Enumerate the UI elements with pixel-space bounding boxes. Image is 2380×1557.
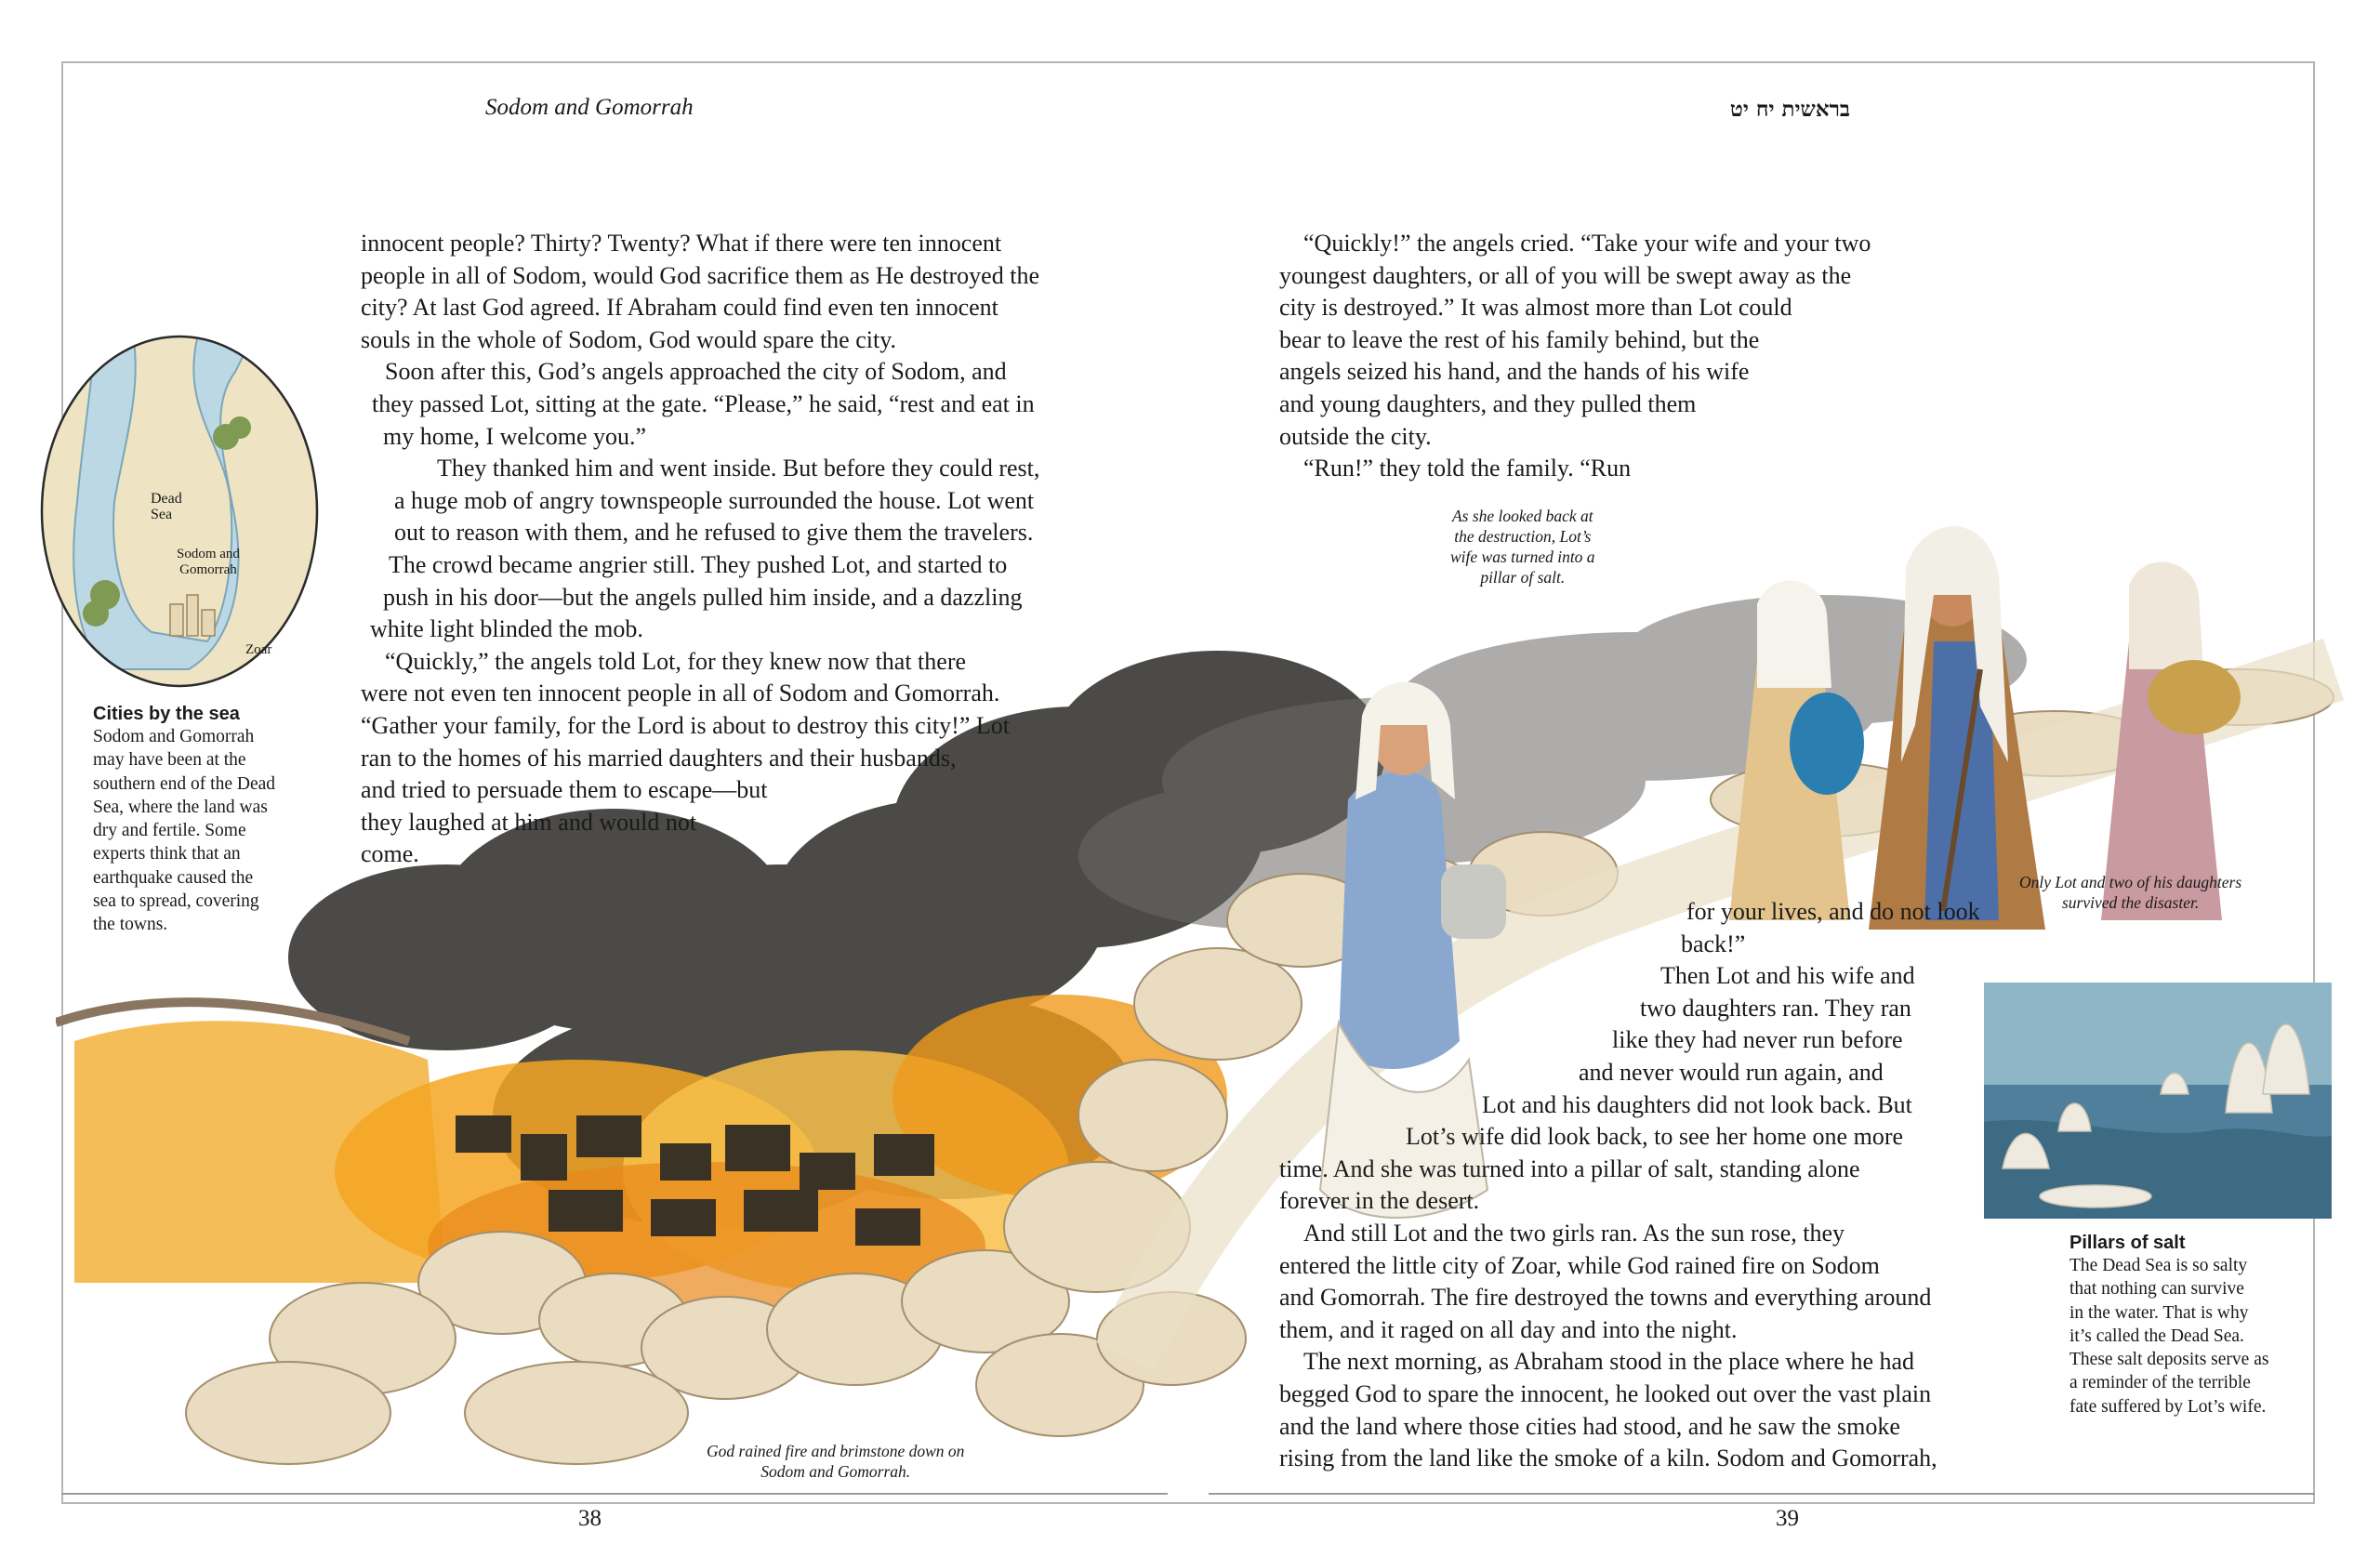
body-line: entered the little city of Zoar, while God rained fire on Sodom xyxy=(1279,1251,1880,1279)
body-line: The crowd became angrier still. They pushed Lot, and started to xyxy=(389,550,1008,578)
body-line: like they had never run before xyxy=(1612,1026,1903,1054)
caption-lots-wife: As she looked back at the destruction, Lot’s wife was turned into a pillar of salt. xyxy=(1450,507,1595,587)
body-line: back!” xyxy=(1681,930,1746,957)
body-line: white light blinded the mob. xyxy=(370,615,643,643)
caption-survivors: Only Lot and two of his daughters survived the disaster. xyxy=(2019,873,2242,912)
body-line: come. xyxy=(361,840,419,868)
body-line: a huge mob of angry townspeople surrounded the house. Lot went xyxy=(394,486,1035,514)
body-line: city is destroyed.” It was almost more than Lot could xyxy=(1279,294,1792,322)
footer-rule-left xyxy=(61,1493,1168,1495)
sidebar-salt xyxy=(2069,1233,2268,1418)
hebrew-reference: בראשית יח יט xyxy=(1729,97,1850,122)
body-line: souls in the whole of Sodom, God would spare the city. xyxy=(361,325,897,353)
body-line: city? At last God agreed. If Abraham could find even ten innocent xyxy=(361,294,998,322)
body-line: “Quickly!” the angels cried. “Take your wife and your two xyxy=(1303,230,1871,257)
footer-rule-right xyxy=(1209,1493,2315,1495)
body-line: forever in the desert. xyxy=(1279,1187,1480,1215)
body-line: And still Lot and the two girls ran. As the sun rose, they xyxy=(1303,1219,1845,1247)
body-line: and young daughters, and they pulled them xyxy=(1279,389,1697,417)
running-title: Sodom and Gomorrah xyxy=(485,95,694,120)
left-body-column xyxy=(361,228,1039,871)
body-line: were not even ten innocent people in all of Sodom and Gomorrah. xyxy=(361,680,1000,707)
body-line: and the land where those cities had stood, and he saw the smoke xyxy=(1279,1412,1900,1440)
page-number-right: 39 xyxy=(1776,1506,1799,1531)
body-line: They thanked him and went inside. But before they could rest, xyxy=(437,455,1040,482)
body-line: they passed Lot, sitting at the gate. “Please,” he said, “rest and eat in xyxy=(372,389,1035,417)
body-line: out to reason with them, and he refused to give them the travelers. xyxy=(394,519,1034,547)
right-body-column-bottom xyxy=(1279,896,1980,1475)
body-line: people in all of Sodom, would God sacrifice them as He destroyed the xyxy=(361,261,1039,289)
body-line: outside the city. xyxy=(1279,422,1432,450)
body-line: my home, I welcome you.” xyxy=(383,422,647,450)
daughter-right-figure xyxy=(2101,562,2241,920)
body-line: them, and it raged on all day and into the night. xyxy=(1279,1315,1738,1343)
body-line: youngest daughters, or all of you will be swept away as the xyxy=(1279,261,1852,289)
body-line: rising from the land like the smoke of a kiln. Sodom and Gomorrah, xyxy=(1279,1445,1937,1472)
body-line: push in his door—but the angels pulled him inside, and a dazzling xyxy=(383,583,1023,611)
body-line: and Gomorrah. The fire destroyed the towns and everything around xyxy=(1279,1284,1932,1312)
body-line: and never would run again, and xyxy=(1579,1058,1884,1086)
body-line: Lot and his daughters did not look back. But xyxy=(1482,1090,1912,1118)
body-line: Then Lot and his wife and xyxy=(1660,962,1915,990)
body-line: The next morning, as Abraham stood in the place where he had xyxy=(1303,1348,1915,1376)
body-line: “Gather your family, for the Lord is about to destroy this city!” Lot xyxy=(361,711,1010,739)
right-body-column-top xyxy=(1279,228,1871,485)
sidebar-salt-text: The Dead Sea is so salty that nothing can survive in the water. That is why it’s called the Dead Sea. These salt deposits serve as a reminder of the terrible fate suffered by Lot’s wife. xyxy=(2069,1256,2269,1417)
body-line: ran to the homes of his married daughters and their husbands, xyxy=(361,744,957,772)
body-line: two daughters ran. They ran xyxy=(1640,994,1911,1022)
sidebar-salt-title: Pillars of salt xyxy=(2069,1233,2186,1253)
map-label-zoar: Zoar xyxy=(245,642,272,657)
body-line: and tried to persuade them to escape—but xyxy=(361,776,768,804)
body-line: time. And she was turned into a pillar of salt, standing alone xyxy=(1279,1155,1860,1182)
salt-pillars-photo xyxy=(1984,983,2332,1219)
body-line: begged God to spare the innocent, he looked out over the vast plain xyxy=(1279,1379,1932,1407)
page-number-left: 38 xyxy=(578,1506,602,1531)
sidebar-cities-text: Sodom and Gomorrah may have been at the southern end of the Dead Sea, where the land was dry and fertile. Some experts think that an earthquake caused the sea to spread, covering the towns. xyxy=(93,727,276,935)
body-line: Soon after this, God’s angels approached the city of Sodom, and xyxy=(385,358,1007,386)
body-line: they laughed at him and would not xyxy=(361,808,697,836)
body-line: for your lives, and do not look xyxy=(1686,898,1980,925)
body-line: “Run!” they told the family. “Run xyxy=(1303,455,1632,482)
sidebar-cities-title: Cities by the sea xyxy=(93,704,240,724)
body-line: innocent people? Thirty? Twenty? What if there were ten innocent xyxy=(361,230,1002,257)
body-line: angels seized his hand, and the hands of his wife xyxy=(1279,358,1750,386)
body-line: bear to leave the rest of his family behind, but the xyxy=(1279,325,1760,353)
body-line: “Quickly,” the angels told Lot, for they knew now that there xyxy=(385,647,967,675)
caption-fire: God rained fire and brimstone down on Sodom and Gomorrah. xyxy=(707,1442,965,1481)
map-label-sea: Dead Sea xyxy=(151,491,182,522)
map-label-cities: Sodom and Gomorrah xyxy=(177,547,240,577)
sidebar-cities xyxy=(93,704,275,937)
body-line: Lot’s wife did look back, to see her home one more xyxy=(1406,1123,1904,1151)
